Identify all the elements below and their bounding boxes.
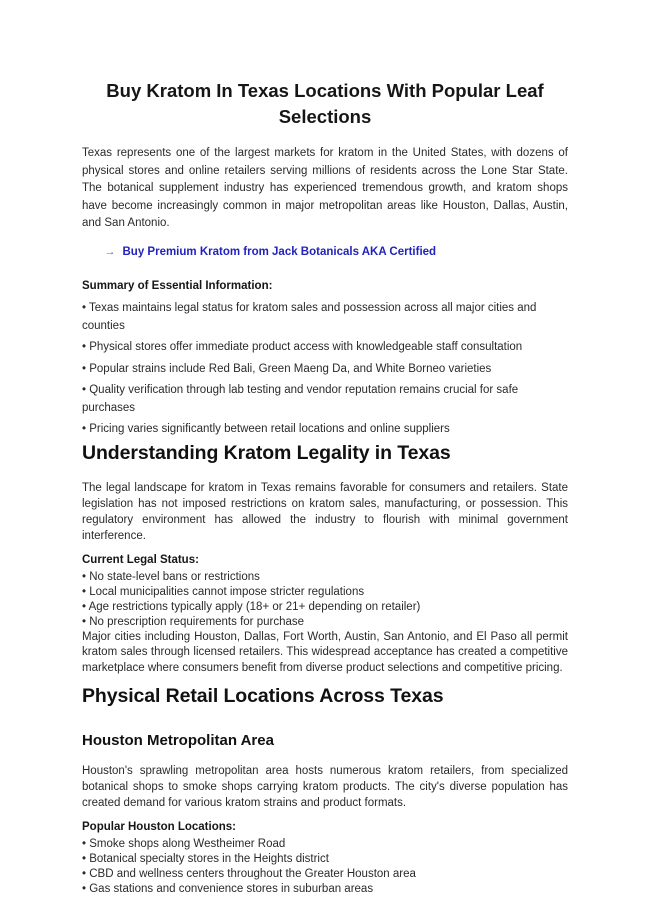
houston-locations-heading: Popular Houston Locations: (82, 821, 236, 833)
retail-section-heading: Physical Retail Locations Across Texas (82, 685, 444, 707)
list-item: • No state-level bans or restrictions (82, 570, 568, 585)
list-item: • Texas maintains legal status for kratom sales and possession across all major cities and counties (82, 300, 568, 335)
list-item: • Botanical specialty stores in the Heights district (82, 852, 568, 867)
list-item: • Age restrictions typically apply (18+ or 21+ depending on retailer) (82, 600, 568, 615)
list-item: • CBD and wellness centers throughout the Greater Houston area (82, 867, 568, 882)
summary-heading: Summary of Essential Information: (82, 279, 273, 292)
legality-closing-paragraph: Major cities including Houston, Dallas, Fort Worth, Austin, San Antonio, and El Paso all permit kratom sales through licensed retailers. This widespread acceptance has created a competitive marketplace where consumers benefit from diverse product selections and competitive pricing. (82, 630, 568, 674)
buy-kratom-link[interactable]: Buy Premium Kratom from Jack Botanicals AKA Certified (122, 245, 437, 258)
list-item: • Popular strains include Red Bali, Green Maeng Da, and White Borneo varieties (82, 361, 568, 379)
list-item: • Smoke shops along Westheimer Road (82, 837, 568, 852)
houston-paragraph: Houston's sprawling metropolitan area hosts numerous kratom retailers, from specialized botanical shops to smoke shops carrying kratom products. The city's diverse population has created demand for various kratom strains and product formats. (82, 765, 568, 809)
cta-row (82, 243, 568, 261)
list-item: • Pricing varies significantly between retail locations and online suppliers (82, 421, 568, 439)
houston-subheading: Houston Metropolitan Area (82, 732, 274, 749)
houston-locations-list (82, 837, 568, 897)
legal-status-list (82, 570, 568, 630)
arrow-right-icon: → (104, 245, 116, 258)
list-item: • Quality verification through lab testing and vendor reputation remains crucial for safe purchases (82, 382, 568, 417)
legality-section-heading: Understanding Kratom Legality in Texas (82, 441, 451, 464)
list-item: • Gas stations and convenience stores in suburban areas (82, 882, 568, 897)
list-item: • Local municipalities cannot impose stricter regulations (82, 585, 568, 600)
list-item: • No prescription requirements for purchase (82, 615, 568, 630)
summary-list (82, 300, 568, 439)
page-title: Buy Kratom In Texas Locations With Popular Leaf Selections (106, 80, 544, 127)
list-item: • Physical stores offer immediate product access with knowledgeable staff consultation (82, 339, 568, 357)
intro-paragraph: Texas represents one of the largest markets for kratom in the United States, with dozens of physical stores and online retailers serving millions of residents across the Lone Star State. The botanical supplement industry has experienced tremendous growth, and kratom shops have become increasingly common in major metropolitan areas like Houston, Dallas, Austin, and San Antonio. (82, 147, 568, 229)
legal-status-heading: Current Legal Status: (82, 553, 199, 566)
legality-paragraph: The legal landscape for kratom in Texas remains favorable for consumers and retailers. State legislation has not imposed restrictions on kratom sales, manufacturing, or possession. This regulatory environment has allowed the industry to flourish with minimal government interference. (82, 481, 568, 542)
